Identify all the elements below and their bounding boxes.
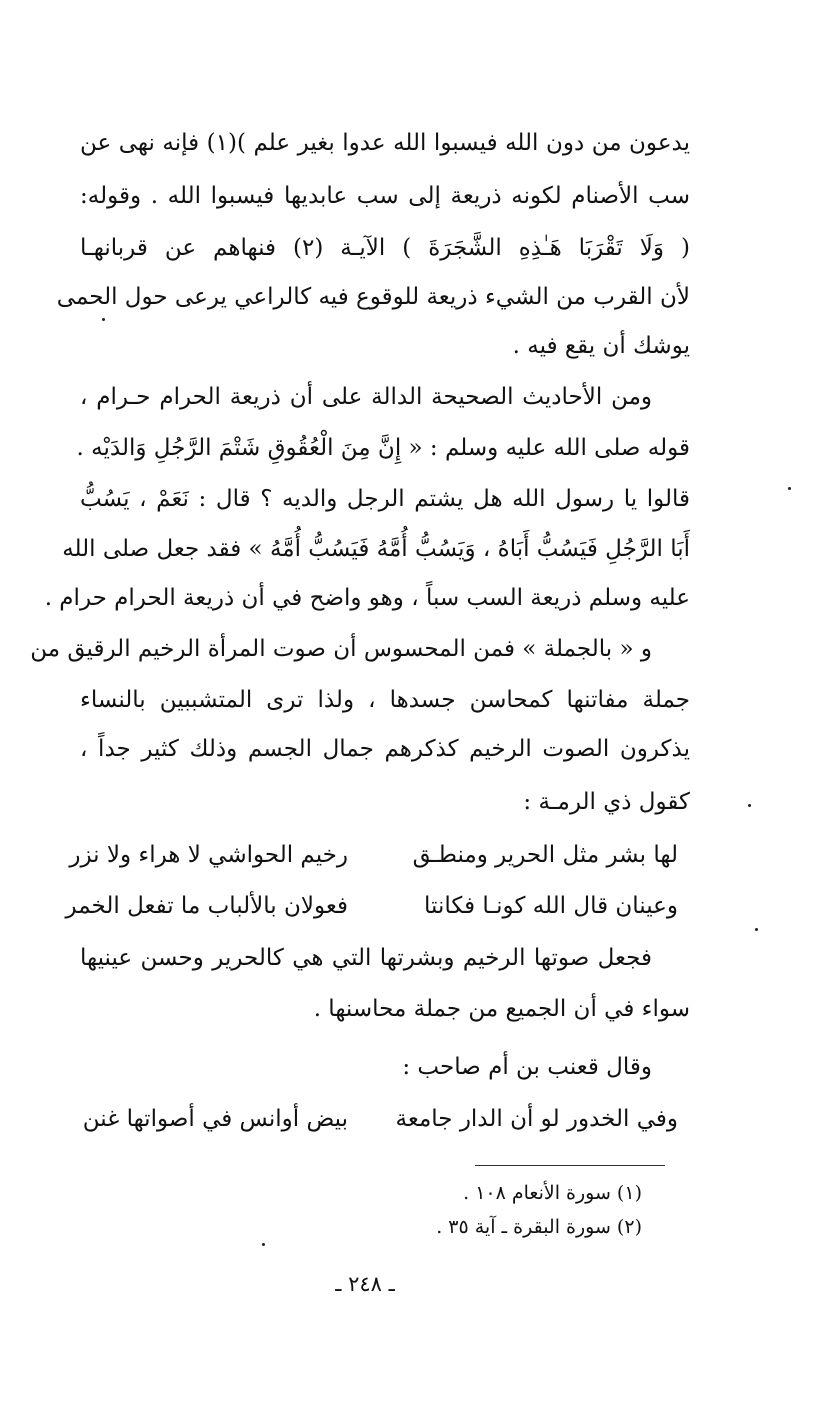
body-line: سواء في أن الجميع من جملة محاسنها . <box>313 996 690 1022</box>
body-line: قوله صلى الله عليه وسلم : « إِنَّ مِنَ الْعُقُوقِ شَتْمَ الرَّجُلِ وَالدَيْه . <box>76 435 690 461</box>
verse-first-hemistich: لها بشر مثل الحرير ومنطـق <box>412 842 678 868</box>
body-line: يدعون من دون الله فيسبوا الله عدوا بغير علم )(١) فإنه نهى عن <box>80 130 691 156</box>
verse-second-hemistich: فعولان بالألباب ما تفعل الخمر <box>65 893 348 919</box>
verse-first-hemistich: وعينان قال الله كونـا فكانتا <box>424 893 678 919</box>
body-line: ( وَلَا تَقْرَبَا هَـٰذِهِ الشَّجَرَةَ ) الآيـة (٢) فنهاهم عن قربانهـا <box>80 235 690 261</box>
body-line: سب الأصنام لكونه ذريعة إلى سب عابديها فيسبوا الله . وقوله: <box>80 183 690 209</box>
footnote: (١) سورة الأنعام ١٠٨ . <box>463 1182 642 1204</box>
scan-speck <box>262 1243 265 1246</box>
scan-speck <box>102 318 105 321</box>
body-line: كقول ذي الرمـة : <box>523 789 690 815</box>
body-line: فجعل صوتها الرخيم وبشرتها التي هي كالحرير وحسن عينيها <box>80 945 652 971</box>
body-line: وقال قعنب بن أم صاحب : <box>402 1054 652 1080</box>
scan-speck <box>755 928 758 931</box>
body-line: جملة مفاتنها كمحاسن جسدها ، ولذا ترى المتشببين بالنساء <box>80 687 690 713</box>
body-line: قالوا يا رسول الله هل يشتم الرجل والديه ؟ قال : نَعَمْ ، يَسُبُّ <box>80 486 690 512</box>
verse-second-hemistich: رخيم الحواشي لا هراء ولا نزر <box>69 842 348 868</box>
body-line: ومن الأحاديث الصحيحة الدالة على أن ذريعة الحرام حـرام ، <box>80 384 652 410</box>
footnote-separator <box>475 1165 665 1166</box>
body-line: عليه وسلم ذريعة السب سباً ، وهو واضح في أن ذريعة الحرام حرام . <box>44 585 690 611</box>
body-line: و « بالجملة » فمن المحسوس أن صوت المرأة الرخيم الرقيق من <box>30 636 652 662</box>
verse-second-hemistich: بيض أوانس في أصواتها غنن <box>82 1106 348 1132</box>
body-line: لأن القرب من الشيء ذريعة للوقوع فيه كالراعي يرعى حول الحمى <box>56 284 690 310</box>
scan-speck <box>748 804 751 807</box>
body-line: يذكرون الصوت الرخيم كذكرهم جمال الجسم وذلك كثير جداً ، <box>80 736 690 762</box>
body-line: يوشك أن يقع فيه . <box>512 333 690 359</box>
scan-speck <box>788 487 791 490</box>
body-line: أَبَا الرَّجُلِ فَيَسُبُّ أَبَاهُ ، وَيَسُبُّ أُمَّهُ فَيَسُبُّ أُمَّهُ » فقد جعل صلى الله <box>62 536 690 562</box>
page-number: ـ ٢٤٨ ـ <box>335 1272 395 1296</box>
footnote: (٢) سورة البقرة ـ آية ٣٥ . <box>436 1216 642 1238</box>
verse-first-hemistich: وفي الخدور لو أن الدار جامعة <box>395 1106 678 1132</box>
